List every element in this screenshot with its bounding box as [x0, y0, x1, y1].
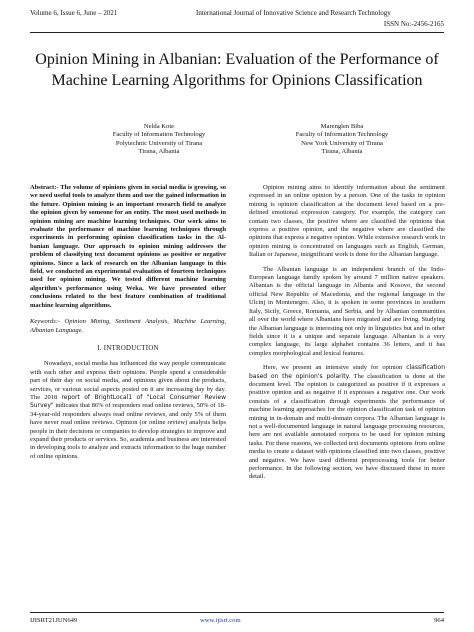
intro-highlight-text: report of BrightLocal1 of "Local Consumer Review Survey": [30, 393, 227, 410]
paragraph-albanian-language: The Albanian language is an independent branch of the Indo-European language family spoken by around 7 million native speakers. Albanian is the official language in Albania and Kosovo, the second official New Republic of Macedonia, and the regional language in the Ulcinj in Montenegro. Also, it is spoken in some provinces in southern Italy, Sicily, Greece, Romania, and Serbia, and by Albanian communities all over the world where Albanians have migrated and are living. Studying the Albanian language is interesting not only in linguistics but and in other fields since it is a unique and separate language. Albanian is a very complex language, its large alphabet contains 36 letters, and it has complex morphological and lexical features.: [249, 265, 445, 357]
author-name: Nelda Kote: [143, 123, 175, 130]
journal-name: International Journal of Innovative Science and Research Technology: [196, 9, 391, 17]
paper-id: IJISRT21JUN649: [30, 617, 78, 624]
study-text-1: Here, we present an intensive study for opinion: [263, 364, 403, 372]
author-city: Tirana, Albania: [138, 148, 180, 156]
author-dept: Faculty of Information Technology: [295, 131, 389, 139]
paragraph-study: [249, 364, 445, 482]
footer-rule: [30, 612, 444, 613]
author-dept: Faculty of Information Technology: [112, 131, 206, 139]
journal-volume-issue: Volume 6, Issue 6, June – 2021: [30, 9, 118, 17]
author-block-1: [64, 123, 254, 157]
paper-title: Opinion Mining in Albanian: Evaluation of the Performance of Machine Learning Algorithms for Opinions Classification: [35, 51, 439, 89]
header-rule: [30, 32, 444, 33]
intro-paragraph: [30, 360, 226, 461]
abstract: Abstract:- The volume of opinions given in social media is growing, so we need useful tools to analyze them and use the gained information in the future. Opinion mining is an important research field to analyze the opinion given by someone for an entity. The most used methods in opinion mining are machine learning techniques. Our work aims to evaluate the performance of machine learning techniques through experiments in performing opinion classification tasks in the Al-banian language. Our approach to opinion mining addresses the problem of classifying text document opinions as positive or negative opinions. Since a lack of research on the Albanian language in this field, we conducted an experimental evaluation of fourteen techniques used for opinion mining. We tested different machine learning algorithm's performance using Weka. We have presented other conclusions related to the best feature combination of traditional machine learning algorithms.: [30, 184, 226, 309]
intro-text-2: indicates that 86% of responders read online reviews, 50% of 18-34-year-old responders always read online reviews, and only 5% of them have never read online reviews. Opinion (or online review) analysis helps people in their decisions or companies to develop strategies to improve and expand their products or services. So, academia and business are interested in developing tools to analyze and extracts information to the huge number of online opinions.: [30, 402, 227, 460]
author-university: Polytechnic University of Tirana: [115, 139, 203, 147]
paragraph-opinion-mining: Opinion mining aims to identify information about the sentiment expressed in an online opinion by a person. One of the tasks in opinion mining is opinion classification at the document level based on a pre-defined emotional expression category. For example, the category can contain two classes, the positive where are classified the opinions that express a positive opinion, and the negative where are classified the opinions that express a negative opinion. While extensive research work in opinion mining is concentrated on languages such as English, German, Italian or Japanese, insignificant work is done for the Albanian language.: [249, 184, 445, 259]
issn: ISSN No:-2456-2165: [383, 20, 444, 28]
author-block-2: [247, 123, 437, 157]
keywords: Keywords:- Opinion Mining, Sentiment Analysis, Machine Learning, Albanian Language.: [30, 318, 226, 334]
author-city: Tirana, Albania: [321, 148, 363, 156]
study-text-2: The classification is done at the document level. The opinion is categorized as positive if it expresses a positive opinion and as negative if it expresses a negative one. Our work consists of a classification through experiments the performance of machine learning approaches for the opinion classification task of opinion mining in in-domain and multi-domain corpora. The Albanian language is not a well-documented language in natural language processing resources, here are not available annotated corpora to be used for opinion mining tasks. For these reasons, we collected text documents opinions from online media to create a dataset with opinions classified into two classes, positive and negative. We have used different preprocessing tools for better performance. In the following section, we have discussed these in more detail.: [249, 372, 445, 481]
right-column: [249, 184, 445, 488]
study-highlight-text: classification based on the opinion's polarity.: [249, 364, 446, 380]
author-university: New York University of Tirana: [301, 139, 383, 147]
author-name: Marenglen Biba: [320, 123, 364, 130]
intro-text-1: Nowadays, social media has influenced the way people communicate with each other and express their opinions. People spend a considerable part of their day on social media, and opinions given about the products, services, or various social aspects posted on it are increasing day by day. The 2018: [30, 360, 226, 401]
left-column: [30, 184, 226, 467]
page-number: 964: [434, 617, 444, 624]
journal-website-link[interactable]: www.ijisrt.com: [200, 617, 241, 624]
section-heading-introduction: I. INTRODUCTION: [97, 344, 159, 352]
